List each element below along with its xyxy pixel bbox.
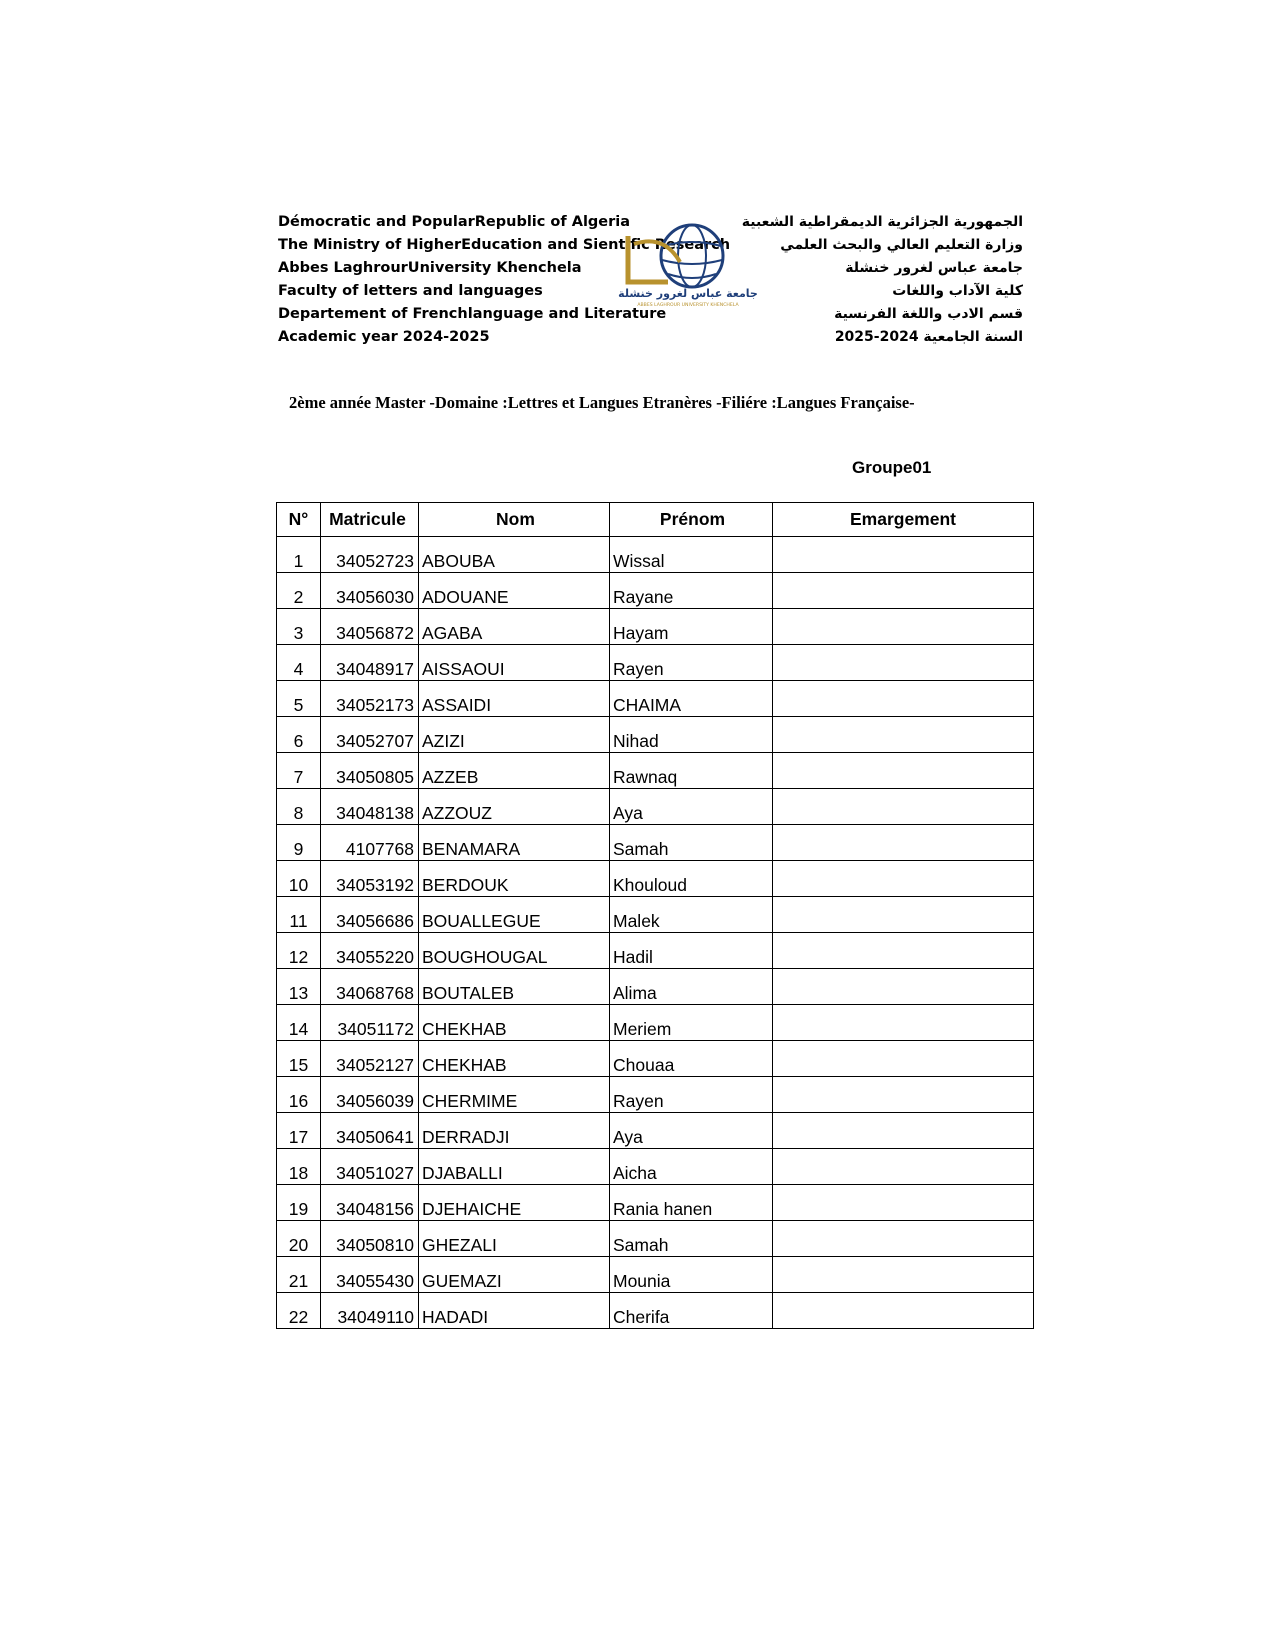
cell-nom: AZIZI: [419, 717, 610, 753]
cell-emargement: [773, 1221, 1034, 1257]
cell-matricule: 34056686: [321, 897, 419, 933]
cell-number: 19: [277, 1185, 321, 1221]
cell-number: 18: [277, 1149, 321, 1185]
cell-matricule: 34056030: [321, 573, 419, 609]
column-header-emargement: Emargement: [773, 503, 1034, 537]
cell-prenom: Samah: [610, 1221, 773, 1257]
table-row: [277, 645, 1034, 681]
cell-number: 10: [277, 861, 321, 897]
cell-matricule: 34052723: [321, 537, 419, 573]
cell-prenom: Cherifa: [610, 1293, 773, 1329]
cell-number: 13: [277, 969, 321, 1005]
cell-number: 3: [277, 609, 321, 645]
cell-prenom: Aya: [610, 789, 773, 825]
cell-matricule: 34056872: [321, 609, 419, 645]
cell-number: 7: [277, 753, 321, 789]
column-header-matricule: Matricule: [321, 503, 419, 537]
table-row: [277, 1221, 1034, 1257]
cell-nom: ASSAIDI: [419, 681, 610, 717]
cell-emargement: [773, 1293, 1034, 1329]
cell-nom: ABOUBA: [419, 537, 610, 573]
cell-number: 2: [277, 573, 321, 609]
cell-number: 4: [277, 645, 321, 681]
cell-prenom: Rayane: [610, 573, 773, 609]
cell-matricule: 34068768: [321, 969, 419, 1005]
attendance-table: [276, 502, 1034, 1329]
cell-matricule: 34048917: [321, 645, 419, 681]
cell-prenom: Rania hanen: [610, 1185, 773, 1221]
cell-matricule: 34050805: [321, 753, 419, 789]
table-row: [277, 573, 1034, 609]
cell-nom: CHEKHAB: [419, 1005, 610, 1041]
table-row: [277, 1257, 1034, 1293]
cell-prenom: Chouaa: [610, 1041, 773, 1077]
cell-matricule: 34048156: [321, 1185, 419, 1221]
table-header-row: [277, 503, 1034, 537]
cell-matricule: 4107768: [321, 825, 419, 861]
cell-nom: DJABALLI: [419, 1149, 610, 1185]
cell-emargement: [773, 681, 1034, 717]
cell-number: 20: [277, 1221, 321, 1257]
cell-emargement: [773, 753, 1034, 789]
cell-emargement: [773, 1005, 1034, 1041]
cell-matricule: 34052707: [321, 717, 419, 753]
cell-prenom: Alima: [610, 969, 773, 1005]
cell-emargement: [773, 573, 1034, 609]
globe-icon: [661, 225, 723, 287]
cell-matricule: 34056039: [321, 1077, 419, 1113]
table-row: [277, 933, 1034, 969]
cell-number: 17: [277, 1113, 321, 1149]
cell-emargement: [773, 969, 1034, 1005]
cell-nom: GUEMAZI: [419, 1257, 610, 1293]
header-right-line: الجمهورية الجزائرية الديمقراطية الشعبية: [741, 214, 1023, 230]
table-row: [277, 717, 1034, 753]
program-subtitle: 2ème année Master -Domaine :Lettres et Langues Etranères -Filiére :Langues Française-: [289, 393, 915, 412]
cell-number: 22: [277, 1293, 321, 1329]
header-right-line: وزارة التعليم العالي والبحث العلمي: [780, 237, 1023, 253]
header-left-line: Faculty of letters and languages: [278, 283, 543, 299]
table-row: [277, 1077, 1034, 1113]
cell-nom: AGABA: [419, 609, 610, 645]
cell-emargement: [773, 897, 1034, 933]
cell-nom: DJEHAICHE: [419, 1185, 610, 1221]
table-row: [277, 681, 1034, 717]
table-row: [277, 1113, 1034, 1149]
cell-prenom: Hayam: [610, 609, 773, 645]
cell-number: 1: [277, 537, 321, 573]
cell-matricule: 34048138: [321, 789, 419, 825]
table-row: [277, 825, 1034, 861]
cell-number: 6: [277, 717, 321, 753]
cell-matricule: 34053192: [321, 861, 419, 897]
cell-prenom: Wissal: [610, 537, 773, 573]
cell-emargement: [773, 933, 1034, 969]
cell-matricule: 34052173: [321, 681, 419, 717]
cell-prenom: Malek: [610, 897, 773, 933]
cell-prenom: Rayen: [610, 645, 773, 681]
table-row: [277, 1293, 1034, 1329]
cell-nom: DERRADJI: [419, 1113, 610, 1149]
cell-emargement: [773, 717, 1034, 753]
table-row: [277, 1005, 1034, 1041]
cell-number: 12: [277, 933, 321, 969]
cell-nom: BOUALLEGUE: [419, 897, 610, 933]
cell-nom: BOUGHOUGAL: [419, 933, 610, 969]
column-header-number: N°: [277, 503, 321, 537]
header-right-line: كلية الآداب واللغات: [892, 283, 1023, 299]
cell-number: 8: [277, 789, 321, 825]
cell-emargement: [773, 1041, 1034, 1077]
cell-prenom: Hadil: [610, 933, 773, 969]
cell-prenom: Meriem: [610, 1005, 773, 1041]
header-right-line: قسم الادب واللغة الفرنسية: [834, 306, 1023, 322]
table-row: [277, 861, 1034, 897]
cell-matricule: 34051027: [321, 1149, 419, 1185]
cell-emargement: [773, 789, 1034, 825]
cell-prenom: Khouloud: [610, 861, 773, 897]
cell-nom: AZZEB: [419, 753, 610, 789]
header-right: [733, 211, 1023, 349]
cell-nom: CHERMIME: [419, 1077, 610, 1113]
cell-matricule: 34049110: [321, 1293, 419, 1329]
header-left-line: Academic year 2024-2025: [278, 329, 490, 345]
cell-matricule: 34050810: [321, 1221, 419, 1257]
table-row: [277, 1041, 1034, 1077]
cell-emargement: [773, 609, 1034, 645]
cell-matricule: 34050641: [321, 1113, 419, 1149]
table-row: [277, 537, 1034, 573]
cell-number: 16: [277, 1077, 321, 1113]
cell-nom: CHEKHAB: [419, 1041, 610, 1077]
table-row: [277, 897, 1034, 933]
cell-prenom: Rawnaq: [610, 753, 773, 789]
table-row: [277, 789, 1034, 825]
cell-number: 5: [277, 681, 321, 717]
header-left-line: Démocratic and PopularRepublic of Algeria: [278, 214, 631, 230]
column-header-nom: Nom: [419, 503, 610, 537]
cell-nom: AISSAOUI: [419, 645, 610, 681]
cell-nom: GHEZALI: [419, 1221, 610, 1257]
cell-nom: BOUTALEB: [419, 969, 610, 1005]
cell-prenom: Aya: [610, 1113, 773, 1149]
header-left-line: Abbes LaghrourUniversity Khenchela: [278, 260, 582, 276]
cell-prenom: Mounia: [610, 1257, 773, 1293]
cell-matricule: 34055220: [321, 933, 419, 969]
cell-emargement: [773, 1077, 1034, 1113]
group-label: Groupe01: [852, 458, 932, 477]
cell-emargement: [773, 645, 1034, 681]
cell-emargement: [773, 537, 1034, 573]
table-row: [277, 1149, 1034, 1185]
cell-emargement: [773, 1113, 1034, 1149]
cell-number: 9: [277, 825, 321, 861]
cell-number: 21: [277, 1257, 321, 1293]
cell-number: 11: [277, 897, 321, 933]
table-row: [277, 609, 1034, 645]
cell-prenom: CHAIMA: [610, 681, 773, 717]
cell-number: 15: [277, 1041, 321, 1077]
cell-prenom: Nihad: [610, 717, 773, 753]
cell-matricule: 34055430: [321, 1257, 419, 1293]
header-right-line: السنة الجامعية 2024-2025: [834, 329, 1023, 345]
logo-arabic-text: جامعة عباس لغرور خنشلة: [618, 287, 758, 300]
logo-latin-text: ABBES LAGHROUR UNIVERSITY KHENCHELA: [637, 303, 739, 308]
cell-nom: AZZOUZ: [419, 789, 610, 825]
cell-emargement: [773, 1257, 1034, 1293]
column-header-prenom: Prénom: [610, 503, 773, 537]
cell-emargement: [773, 1149, 1034, 1185]
cell-emargement: [773, 861, 1034, 897]
table-row: [277, 969, 1034, 1005]
cell-emargement: [773, 825, 1034, 861]
cell-prenom: Rayen: [610, 1077, 773, 1113]
header-left-line: The Ministry of HigherEducation and Sientific Research: [278, 237, 731, 253]
cell-nom: ADOUANE: [419, 573, 610, 609]
table-row: [277, 1185, 1034, 1221]
table-row: [277, 753, 1034, 789]
cell-nom: BENAMARA: [419, 825, 610, 861]
cell-nom: HADADI: [419, 1293, 610, 1329]
cell-matricule: 34052127: [321, 1041, 419, 1077]
cell-number: 14: [277, 1005, 321, 1041]
cell-nom: BERDOUK: [419, 861, 610, 897]
cell-prenom: Samah: [610, 825, 773, 861]
cell-prenom: Aicha: [610, 1149, 773, 1185]
cell-emargement: [773, 1185, 1034, 1221]
header-left-line: Departement of Frenchlanguage and Literature: [278, 306, 667, 322]
header-right-line: جامعة عباس لغرور خنشلة: [845, 260, 1023, 276]
cell-matricule: 34051172: [321, 1005, 419, 1041]
